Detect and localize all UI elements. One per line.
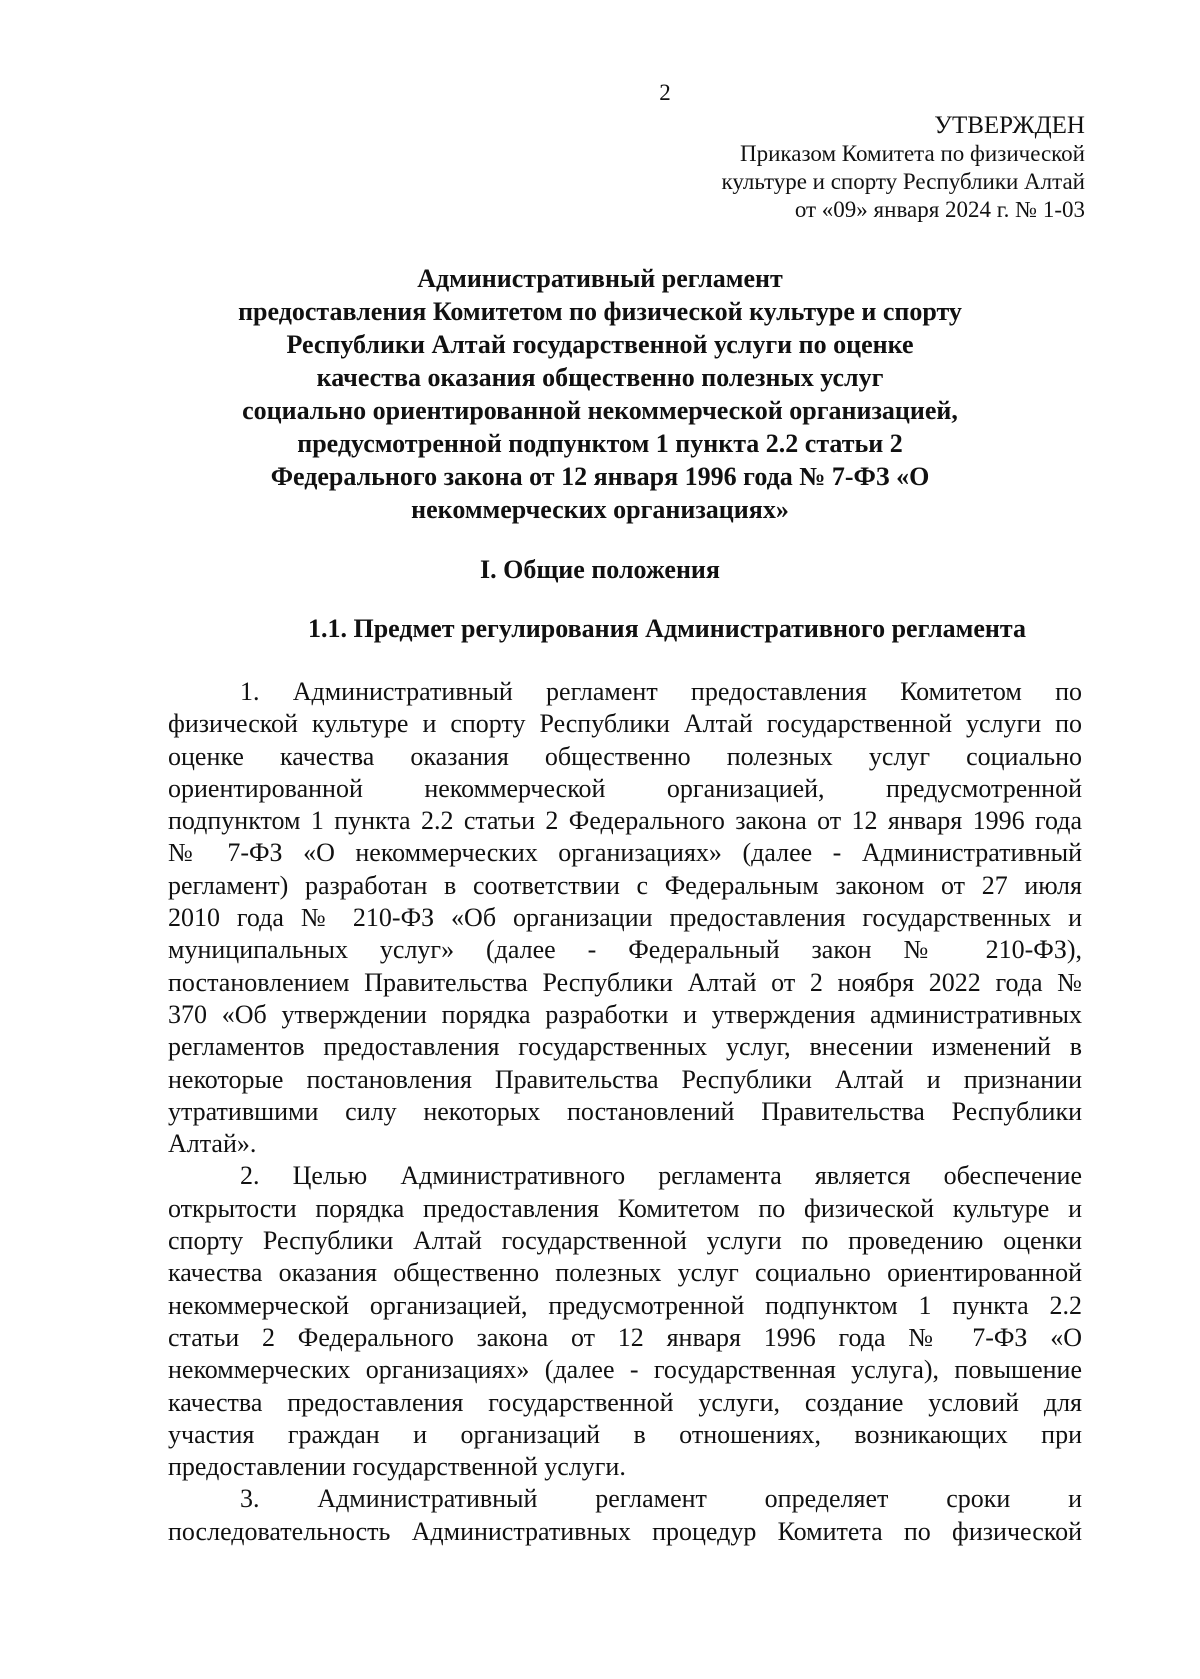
paragraph-line: некоммерческой организацией, предусмотренной подпунктом 1 пункта 2.2 — [168, 1290, 1082, 1320]
paragraph-line: ориентированной некоммерческой организацией, предусмотренной — [168, 773, 1082, 803]
paragraph-line: спорту Республики Алтай государственной услуги по проведению оценки — [168, 1226, 1082, 1256]
approval-heading: УТВЕРЖДЕН — [934, 112, 1085, 139]
paragraph-line: физической культуре и спорту Республики Алтай государственной услуги по — [168, 709, 1082, 739]
document-title — [0, 262, 1200, 526]
title-line: качества оказания общественно полезных услуг — [316, 363, 884, 392]
title-line: Федерального закона от 12 января 1996 года № 7-ФЗ «О — [270, 462, 930, 491]
paragraph-line: оценке качества оказания общественно полезных услуг социально — [168, 741, 1082, 771]
paragraph-line: 2. Целью Административного регламента является обеспечение — [240, 1161, 1082, 1191]
paragraph-line: 1. Административный регламент предоставления Комитетом по — [240, 677, 1082, 706]
paragraph-line: 2010 года № 210-ФЗ «Об организации предоставления государственных и — [168, 903, 1082, 933]
paragraph-line: последовательность Административных процедур Комитета по физической — [168, 1516, 1082, 1546]
title-line: социально ориентированной некоммерческой организацией, — [242, 396, 958, 425]
approval-line: от «09» января 2024 г. № 1-03 — [794, 197, 1085, 222]
paragraph-line: качества предоставления государственной услуги, создание условий для — [168, 1387, 1082, 1417]
paragraph-line: постановлением Правительства Республики Алтай от 2 ноября 2022 года № — [168, 967, 1082, 997]
paragraph-line: 370 «Об утверждении порядка разработки и утверждения административных — [168, 999, 1082, 1029]
paragraph-line: некоммерческих организациях» (далее - государственная услуга), повышение — [168, 1355, 1082, 1385]
title-line: предусмотренной подпунктом 1 пункта 2.2 статьи 2 — [297, 429, 903, 458]
approval-line: Приказом Комитета по физической — [740, 141, 1085, 166]
paragraph-line: качества оказания общественно полезных услуг социально ориентированной — [168, 1258, 1082, 1288]
paragraph-line: 3. Административный регламент определяет сроки и — [240, 1484, 1082, 1514]
title-line: Республики Алтай государственной услуги по оценке — [286, 330, 914, 359]
paragraph-line: открытости порядка предоставления Комитетом по физической культуре и — [168, 1193, 1082, 1223]
paragraph-line: предоставлении государственной услуги. — [168, 1452, 626, 1482]
paragraph-line: утратившими силу некоторых постановлений Правительства Республики — [168, 1096, 1082, 1126]
paragraph-line: некоторые постановления Правительства Республики Алтай и признании — [168, 1064, 1082, 1094]
paragraph-line: регламентов предоставления государственных услуг, внесении изменений в — [168, 1032, 1082, 1062]
body-text — [168, 676, 1082, 1548]
approval-block — [722, 112, 1085, 224]
section-heading: I. Общие положения — [480, 555, 720, 584]
paragraph-line: регламент) разработан в соответствии с Федеральным законом от 27 июля — [168, 870, 1082, 900]
paragraph-line: № 7-ФЗ «О некоммерческих организациях» (далее - Административный — [168, 838, 1082, 868]
paragraph-line: участия граждан и организаций в отношениях, возникающих при — [168, 1419, 1082, 1449]
title-line: некоммерческих организациях» — [411, 495, 789, 524]
paragraph-line: статьи 2 Федерального закона от 12 января 1996 года № 7-ФЗ «О — [168, 1322, 1082, 1352]
title-line: предоставления Комитетом по физической культуре и спорту — [238, 297, 962, 326]
title-line: Административный регламент — [417, 264, 783, 293]
paragraph-line: Алтай». — [168, 1129, 257, 1159]
paragraph-line: подпунктом 1 пункта 2.2 статьи 2 Федерального закона от 12 января 1996 года — [168, 806, 1082, 836]
subsection-heading: 1.1. Предмет регулирования Административного регламента — [308, 614, 1026, 643]
page-number: 2 — [659, 80, 671, 105]
paragraph-line: муниципальных услуг» (далее - Федеральный закон № 210-ФЗ), — [168, 935, 1082, 965]
approval-line: культуре и спорту Республики Алтай — [721, 169, 1085, 194]
